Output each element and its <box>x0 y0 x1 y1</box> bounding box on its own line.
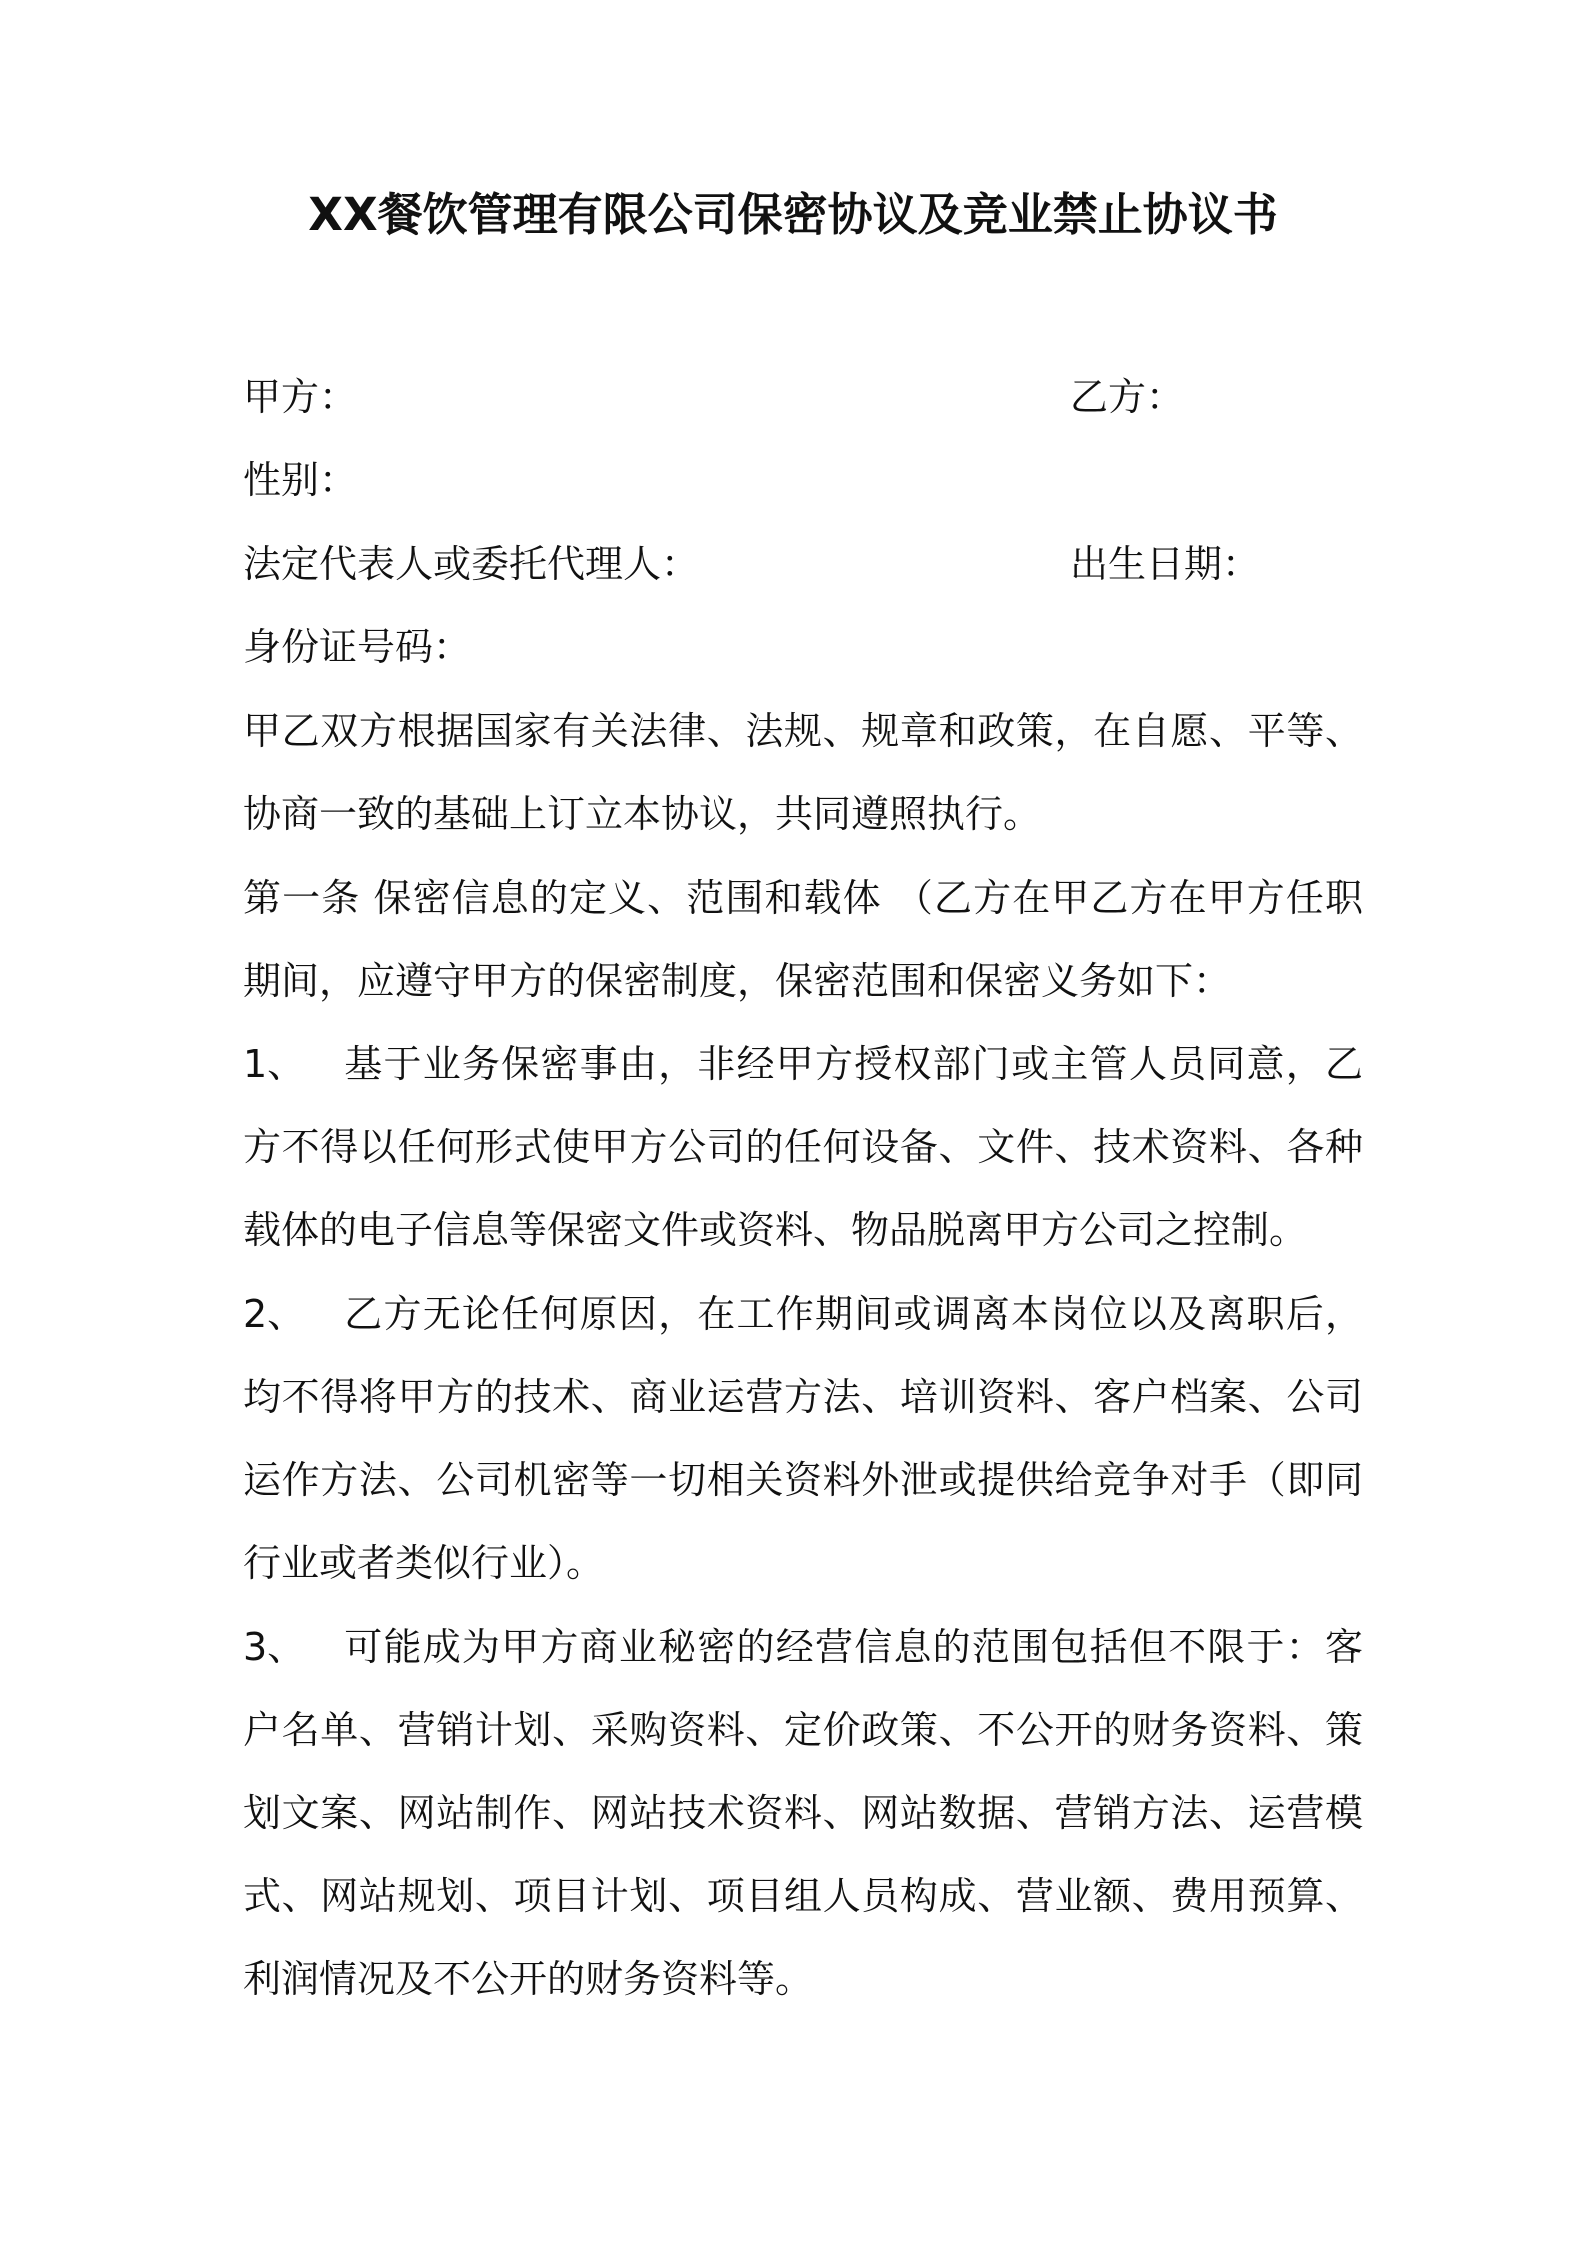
field-id-number: 身份证号码： <box>243 625 472 669</box>
intro-paragraph: 甲乙双方根据国家有关法律、法规、规章和政策，在自愿、平等、协商一致的基础上订立本协议，共同遵照执行。 <box>243 709 1363 836</box>
field-party-a: 甲方： <box>243 375 358 419</box>
field-party-b: 乙方： <box>1070 375 1185 419</box>
list-item-number: 1、 <box>243 1042 306 1086</box>
field-legal-rep: 法定代表人或委托代理人： <box>243 542 700 586</box>
article1-heading: 第一条 保密信息的定义、范围和载体 （乙方在甲乙方在甲方任职期间，应遵守甲方的保密制度，保密范围和保密义务如下： <box>243 876 1363 1003</box>
field-gender: 性别： <box>243 458 358 502</box>
list-item-text: 可能成为甲方商业秘密的经营信息的范围包括但不限于：客户名单、营销计划、采购资料、定价政策、不公开的财务资料、策划文案、网站制作、网站技术资料、网站数据、营销方法、运营模式、网站规划、项目计划、项目组人员构成、营业额、费用预算、利润情况及不公开的财务资料等。 <box>243 1625 1363 2001</box>
list-item <box>243 1273 1363 1605</box>
field-birth-date: 出生日期： <box>1070 542 1261 586</box>
list-item <box>243 1606 1363 2021</box>
list-item <box>243 1023 1363 1272</box>
list-item-text: 乙方无论任何原因，在工作期间或调离本岗位以及离职后，均不得将甲方的技术、商业运营方法、培训资料、客户档案、公司运作方法、公司机密等一切相关资料外泄或提供给竞争对手（即同行业或者类似行业）。 <box>243 1292 1363 1585</box>
list-item-number: 2、 <box>243 1292 306 1336</box>
document-title: XX餐饮管理有限公司保密协议及竞业禁止协议书 <box>308 188 1278 241</box>
list-item-number: 3、 <box>243 1625 306 1669</box>
list-item-text: 基于业务保密事由，非经甲方授权部门或主管人员同意，乙方不得以任何形式使甲方公司的任何设备、文件、技术资料、各种载体的电子信息等保密文件或资料、物品脱离甲方公司之控制。 <box>243 1042 1363 1252</box>
